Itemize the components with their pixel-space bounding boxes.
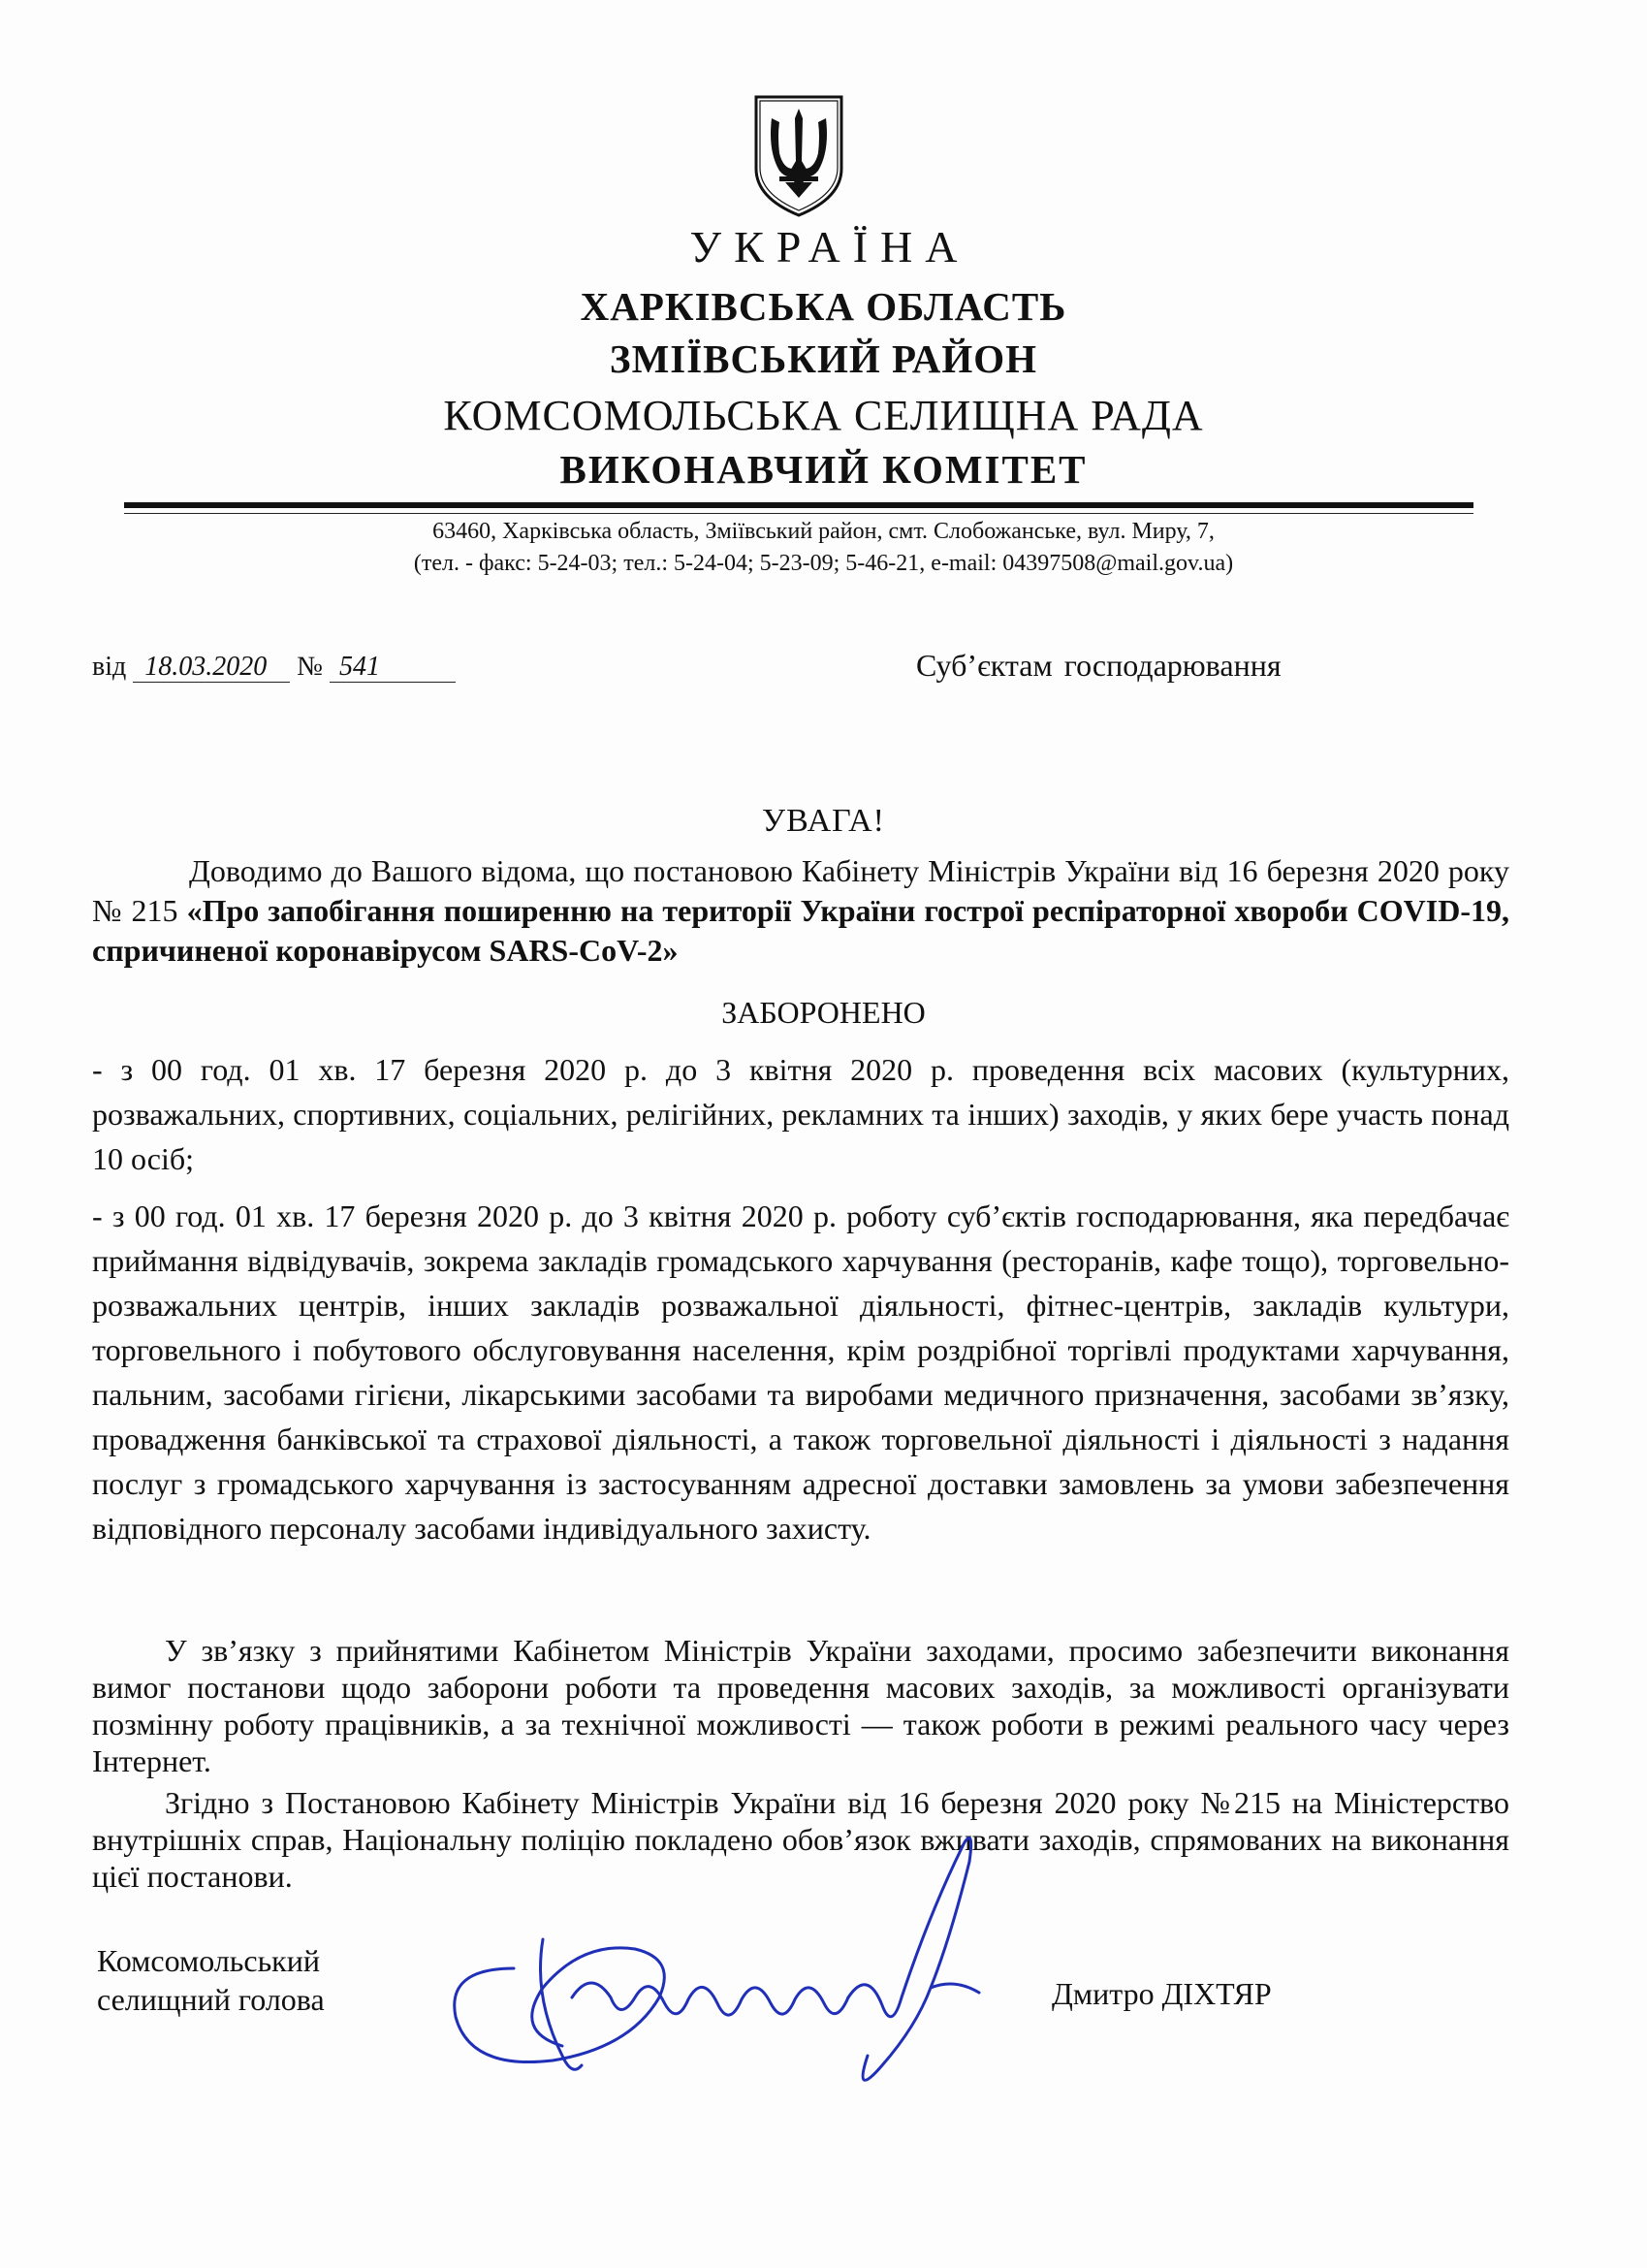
request-paragraph: У зв’язку з прийнятими Кабінетом Міністрів України заходами, просимо забезпечити виконання вимог постанови щодо заборони роботи та проведення масових заходів, за можливості організувати позмінну роботу працівників, а за технічної можливості — також роботи в режимі реального часу через Інтернет. <box>92 1633 1509 1778</box>
header-divider-thick <box>124 502 1473 508</box>
forbidden-heading: ЗАБОРОНЕНО <box>721 995 926 1030</box>
council-heading: КОМСОМОЛЬСЬКА СЕЛИЩНА РАДА <box>443 392 1204 439</box>
region-heading: ХАРКІВСЬКА ОБЛАСТЬ <box>580 284 1067 329</box>
number-label: № <box>297 652 323 682</box>
handwritten-signature <box>427 1823 1028 2114</box>
prohibition-item: - з 00 год. 01 хв. 17 березня 2020 р. до 3 квітня 2020 р. роботу суб’єктів господарювання, яка передбачає приймання відвідувачів, зокрема закладів громадського харчування (ресторанів, кафе тощо), торговельно-розважальних центрів, інших закладів розважальної діяльності, фітнес-центрів, закладів культури, торговельного і побутового обслуговування населення, крім роздрібної торгівлі продуктами харчування, пальним, засобами гігієни, лікарськими засобами та виробами медичного призначення, засобами зв’язку, провадження банківської та страхової діяльності, а також торговельної діяльності і діяльності з надання послуг з громадського харчування із застосуванням адресної доставки замовлень за умови забезпечення відповідного персоналу засобами індивідуального захисту. <box>92 1198 1509 1546</box>
resolution-title: «Про запобігання поширенню на території України гострої респіраторної хвороби COVID-19, спричиненої коронавірусом SARS-CoV-2» <box>92 893 1510 968</box>
contact-details: (тел. - факс: 5-24-03; тел.: 5-24-04; 5-23-09; 5-46-21, e-mail: 04397508@mail.gov.ua) <box>413 551 1234 576</box>
intro-text: Доводимо до Вашого відома, що постановою Кабінету Міністрів України від 16 березня 2020 року № 215 <box>92 853 1509 928</box>
committee-heading: ВИКОНАВЧИЙ КОМІТЕТ <box>559 447 1088 492</box>
signatory-name: Дмитро ДІХТЯР <box>1052 1976 1272 2011</box>
district-heading: ЗМІЇВСЬКИЙ РАЙОН <box>609 336 1038 381</box>
document-reference <box>92 652 456 683</box>
signatory-title <box>97 1941 325 2019</box>
recipient: Суб’єктам господарювання <box>916 648 1282 683</box>
country-heading: УКРАЇНА <box>689 222 970 272</box>
intro-paragraph <box>92 851 1509 971</box>
police-note-paragraph: Згідно з Постановою Кабінету Міністрів України від 16 березня 2020 року №215 на Міністерство внутрішніх справ, Національну поліцію покладено обов’язок вживати заходів, спрямованих на виконання цієї постанови. <box>92 1785 1509 1894</box>
signatory-title-line: селищний голова <box>97 1982 325 2017</box>
from-label: від <box>92 652 127 682</box>
trident-coat-of-arms-icon <box>750 93 847 219</box>
attention-heading: УВАГА! <box>762 803 885 839</box>
document-date: 18.03.2020 <box>133 653 290 683</box>
signatory-title-line: Комсомольський <box>97 1943 320 1978</box>
header-divider-thin <box>124 513 1473 514</box>
document-number: 541 <box>330 653 456 683</box>
postal-address: 63460, Харківська область, Зміївський район, смт. Слобожанське, вул. Миру, 7, <box>432 519 1215 544</box>
prohibition-item: - з 00 год. 01 хв. 17 березня 2020 р. до 3 квітня 2020 р. проведення всіх масових (культурних, розважальних, спортивних, соціальних, релігійних, рекламних та інших) заходів, у яких бере участь понад 10 осіб; <box>92 1052 1509 1176</box>
